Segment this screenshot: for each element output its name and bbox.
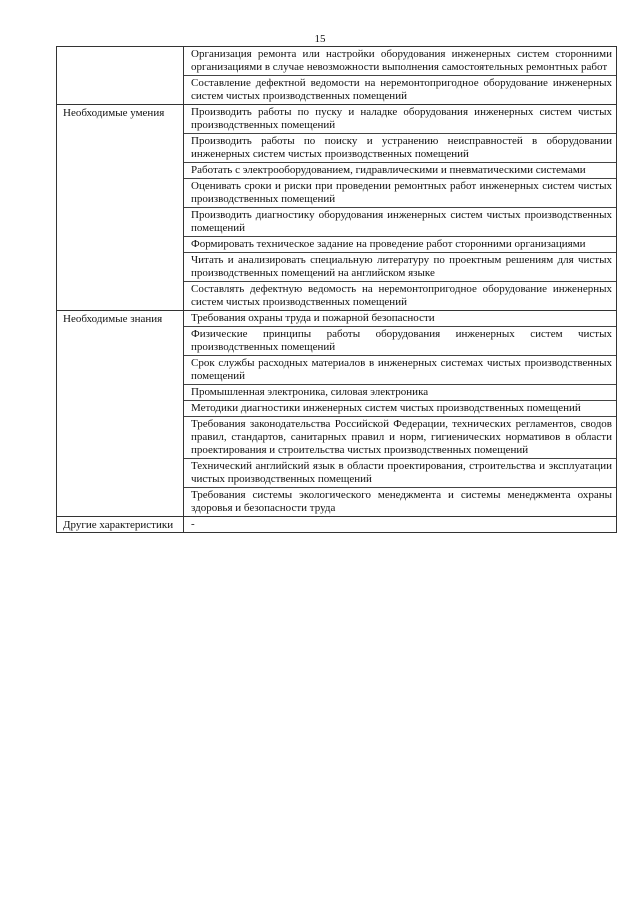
- list-item: Срок службы расходных материалов в инженерных системах чистых производственных помещений: [184, 356, 616, 385]
- row-label: Необходимые знания: [57, 311, 184, 517]
- table-row-actions-continued: [57, 47, 617, 105]
- list-item: Оценивать сроки и риски при проведении ремонтных работ инженерных систем чистых производственных помещений: [184, 179, 616, 208]
- row-items: [184, 47, 617, 105]
- list-item: Требования системы экологического менеджмента и системы менеджмента охраны здоровья и безопасности труда: [191, 489, 612, 514]
- list-item: Составлять дефектную ведомость на неремонтопригодное оборудование инженерных систем чистых производственных помещений: [191, 283, 612, 308]
- requirements-table: [56, 46, 617, 533]
- row-label: Другие характеристики: [57, 517, 184, 533]
- page-number: 15: [314, 33, 326, 45]
- row-label: Необходимые умения: [57, 105, 184, 311]
- list-item: Работать с электрооборудованием, гидравлическими и пневматическими системами: [184, 163, 616, 179]
- list-item: -: [191, 518, 195, 530]
- list-item: Производить работы по пуску и наладке оборудования инженерных систем чистых производственных помещений: [184, 105, 616, 134]
- list-item: Методики диагностики инженерных систем чистых производственных помещений: [184, 401, 616, 417]
- list-item: Требования законодательства Российской Федерации, технических регламентов, сводов правил, стандартов, санитарных правил и норм, гигиенических нормативов в области проектирования и строительства чистых производственных помещений: [184, 417, 616, 459]
- list-item: Составление дефектной ведомости на неремонтопригодное оборудование инженерных систем чистых производственных помещений: [191, 77, 612, 102]
- table-row-skills: [57, 105, 617, 311]
- list-item: Производить работы по поиску и устранению неисправностей в оборудовании инженерных систем чистых производственных помещений: [184, 134, 616, 163]
- list-item: Промышленная электроника, силовая электроника: [184, 385, 616, 401]
- row-items: [184, 311, 617, 517]
- list-item: Физические принципы работы оборудования инженерных систем чистых производственных помещений: [184, 327, 616, 356]
- row-items: [184, 105, 617, 311]
- row-label: [57, 47, 184, 105]
- list-item: Читать и анализировать специальную литературу по проектным решениям для чистых производственных помещений на английском языке: [184, 253, 616, 282]
- list-item: Организация ремонта или настройки оборудования инженерных систем сторонними организациями в случае невозможности выполнения самостоятельных ремонтных работ: [184, 47, 616, 76]
- list-item: Требования охраны труда и пожарной безопасности: [184, 311, 616, 327]
- list-item: Формировать техническое задание на проведение работ сторонними организациями: [184, 237, 616, 253]
- row-items: [184, 517, 617, 533]
- table-row-knowledge: [57, 311, 617, 517]
- list-item: Технический английский язык в области проектирования, строительства и эксплуатации чистых производственных помещений: [184, 459, 616, 488]
- table-row-other: [57, 517, 617, 533]
- list-item: Производить диагностику оборудования инженерных систем чистых производственных помещений: [184, 208, 616, 237]
